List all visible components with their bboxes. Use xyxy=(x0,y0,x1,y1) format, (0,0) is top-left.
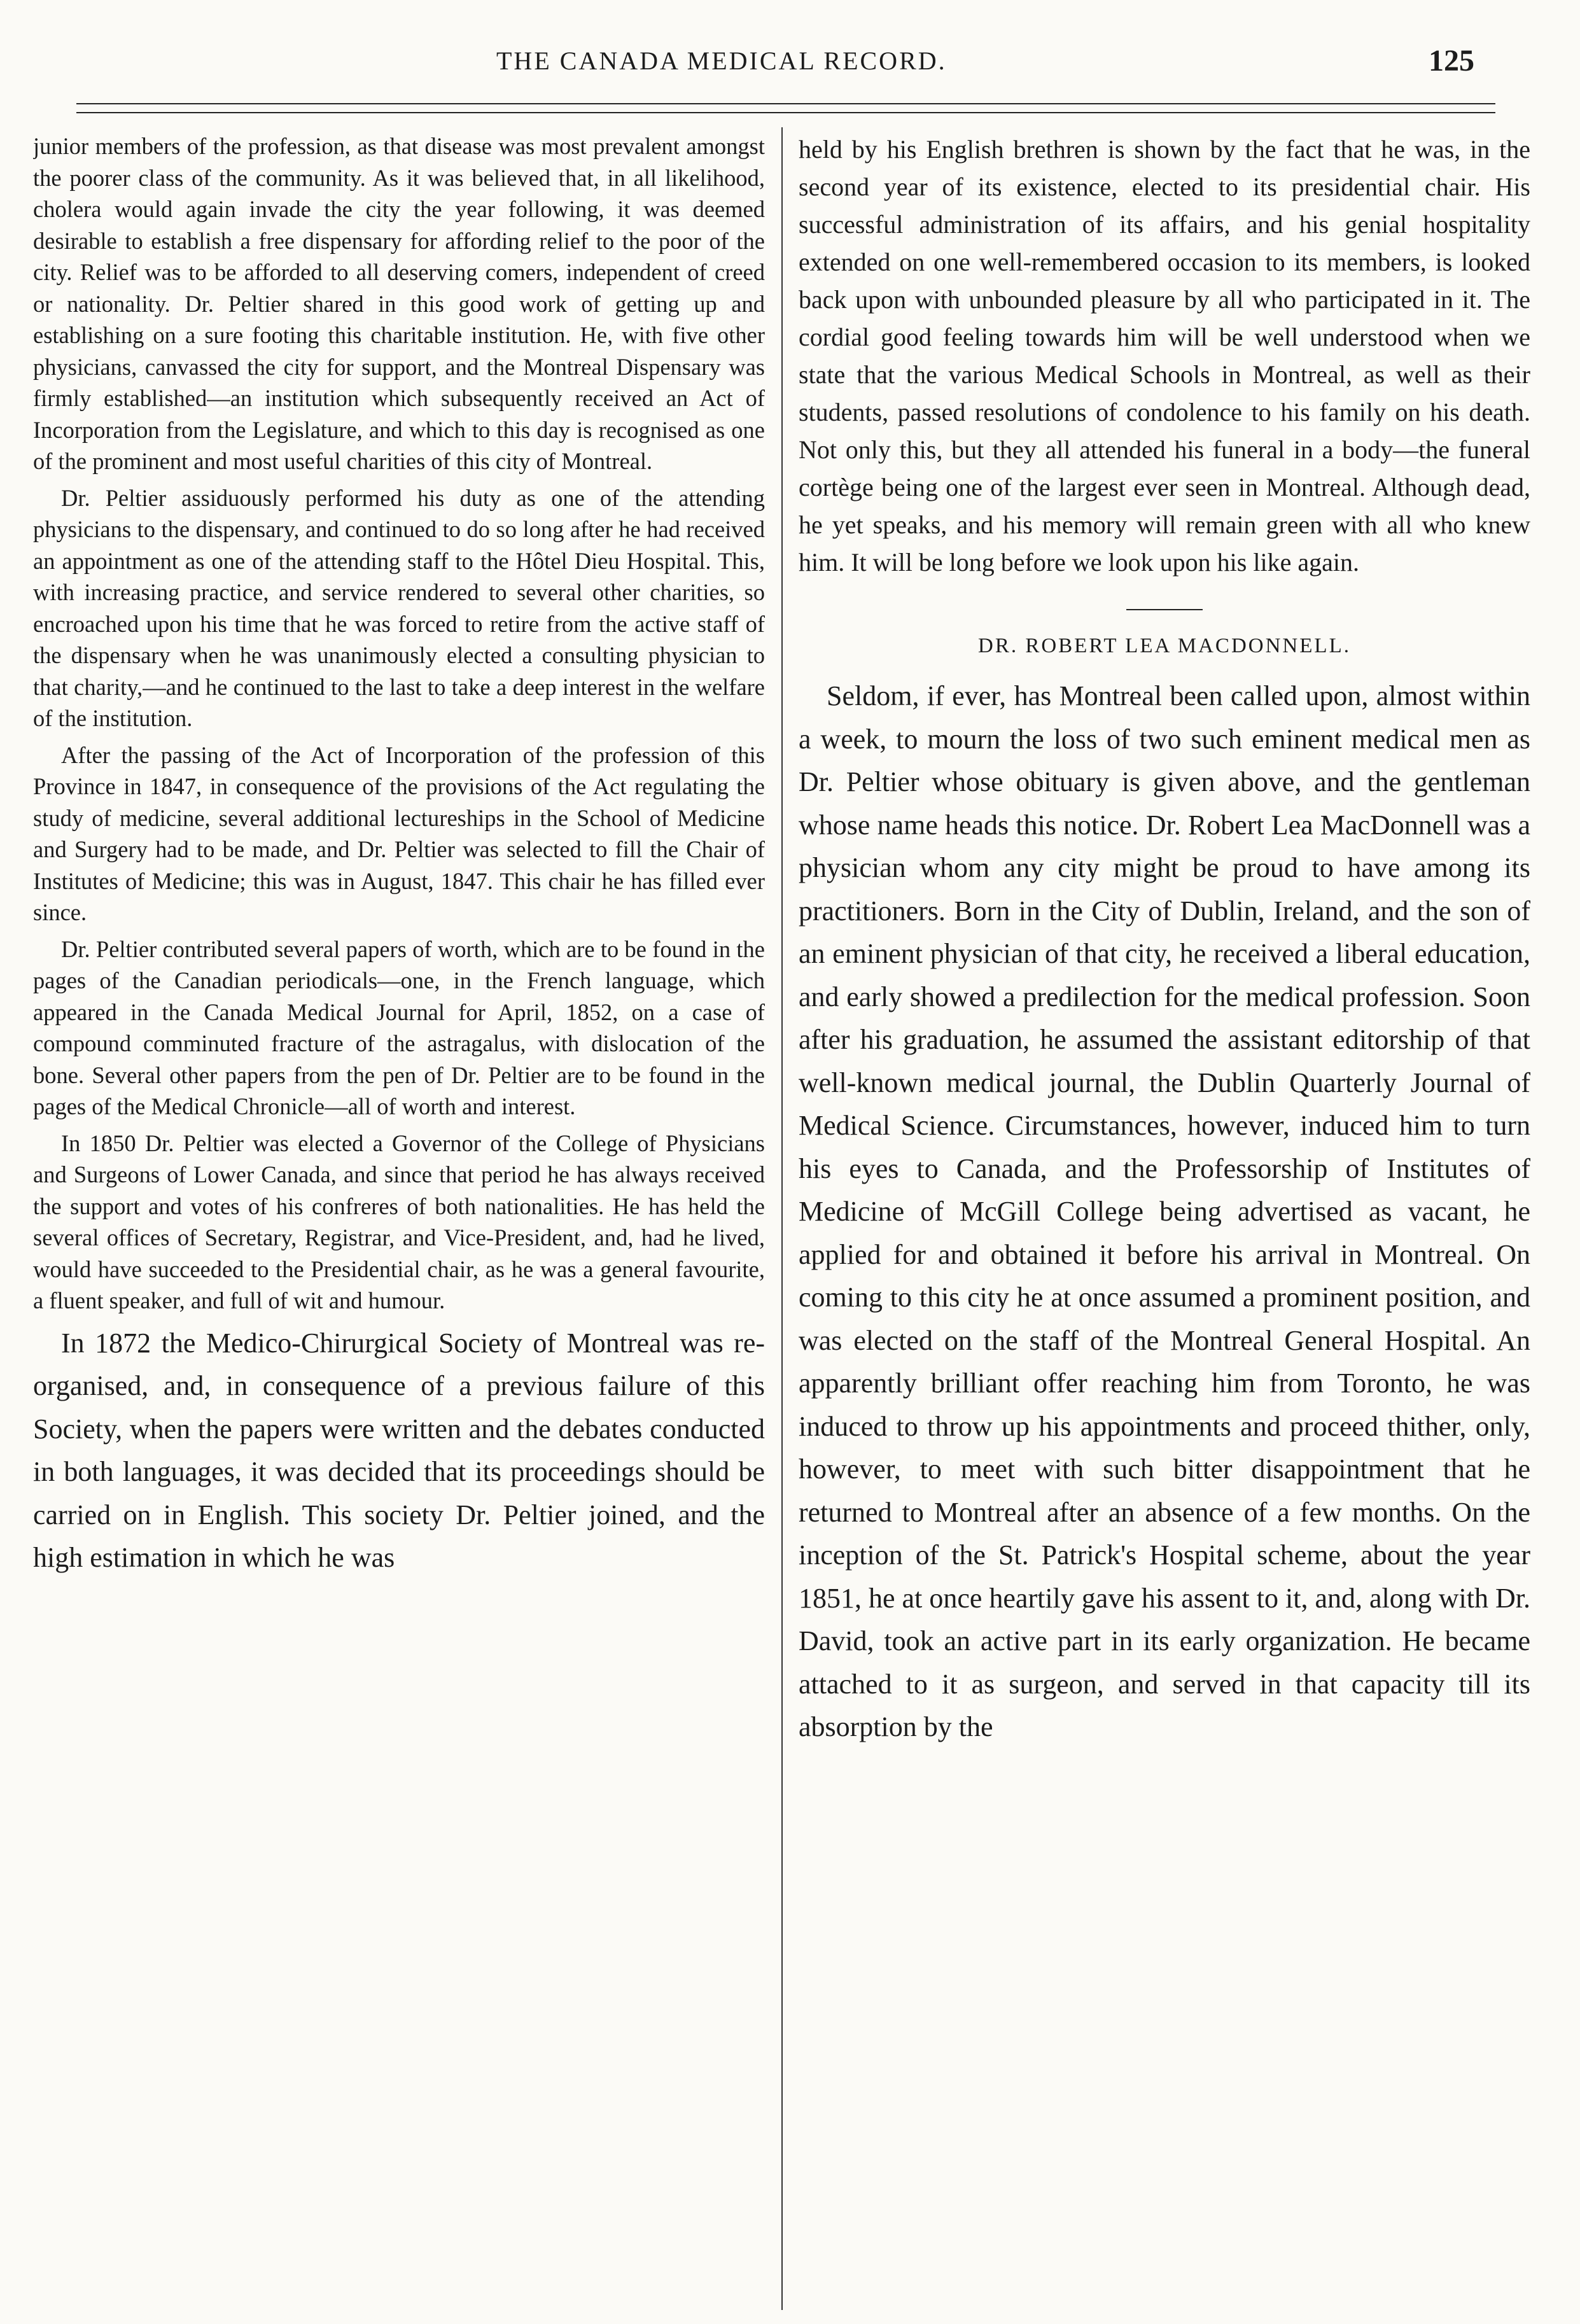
paragraph: Seldom, if ever, has Montreal been called upon, almost within a week, to mourn the loss of two such eminent medical men as Dr. Peltier whose obituary is given above, and the gentleman whose name heads this notice. Dr. Robert Lea MacDonnell was a physician whom any city might be proud to have among its practitioners. Born in the City of Dublin, Ireland, and the son of an eminent physician of that city, he received a liberal education, and early showed a predilection for the medical profession. Soon after his graduation, he assumed the assistant editorship of that well-known medical journal, the Dublin Quarterly Journal of Medical Science. Circumstances, however, induced him to turn his eyes to Canada, and the Professorship of Institutes of Medicine of McGill College being advertised as vacant, he applied for and obtained it before his arrival in Montreal. On coming to this city he at once assumed a prominent position, and was elected on the staff of the Montreal General Hospital. An apparently brilliant offer reaching him from Toronto, he was induced to throw up his appointments and proceed thither, only, however, to meet with such bitter disappointment that he returned to Montreal after an absence of a few months. On the inception of the St. Patrick's Hospital scheme, about the year 1851, he at once heartily gave his assent to it, and, along with Dr. David, took an active part in its early organization. He became attached to it as surgeon, and served in that capacity till its absorption by the xyxy=(799,680,1530,1742)
header-rule-bottom xyxy=(76,112,1495,113)
column-divider xyxy=(781,127,783,2310)
paragraph: After the passing of the Act of Incorporation of the profession of this Province in 1847, in consequence of the provisions of the Act regulating the study of medicine, several additional lectureships in the School of Medicine and Surgery had to be made, and Dr. Peltier was selected to fill the Chair of Institutes of Medicine; this was in August, 1847. This chair he has filled ever since. xyxy=(33,741,765,925)
paragraph: Dr. Peltier assiduously performed his duty as one of the attending physicians to the dispensary, and continued to do so long after he had received an appointment as one of the attending staff to the Hôtel Dieu Hospital. This, with increasing practice, and service rendered to several other charities, so encroached upon his time that he was forced to retire from the active staff of the dispensary when he was unanimously elected a consulting physician to that charity,—and he continued to the last to take a deep interest in the welfare of the institution. xyxy=(33,484,765,731)
right-column xyxy=(799,130,1530,2307)
paragraph: held by his English brethren is shown by the fact that he was, in the second year of its existence, elected to its presidential chair. His successful administration of its affairs, and his genial hospitality extended on one well-remembered occasion to its members, is looked back upon with unbounded pleasure by all who participated in it. The cordial good feeling towards him will be well understood when we state that the various Medical Schools in Montreal, as well as their students, passed resolutions of condolence to his family on his death. Not only this, but they all attended his funeral in a body—the funeral cortège being one of the largest ever seen in Montreal. Although dead, he yet speaks, and his memory will remain green with all who knew him. It will be long before we look upon his like again. xyxy=(799,135,1530,577)
section-heading: DR. ROBERT LEA MACDONNELL. xyxy=(977,634,1351,657)
page-number: 125 xyxy=(1429,44,1474,78)
paragraph: In 1872 the Medico-Chirurgical Society of Montreal was re-organised, and, in consequence of a previous failure of this Society, when the papers were written and the debates conducted in both languages, it was decided that its proceedings should be carried on in English. This society Dr. Peltier joined, and the high estimation in which he was xyxy=(33,1327,765,1573)
running-head-title: THE CANADA MEDICAL RECORD. xyxy=(496,46,947,75)
paragraph: In 1850 Dr. Peltier was elected a Governor of the College of Physicians and Surgeons of Lower Canada, and since that period he has always received the support and votes of his confreres of both nationalities. He has held the several offices of Secretary, Registrar, and Vice-President, and, had he lived, would have succeeded to the Presidential chair, as he was a general favourite, a fluent speaker, and full of wit and humour. xyxy=(33,1130,765,1313)
paragraph: Dr. Peltier contributed several papers of worth, which are to be found in the pages of the Canadian periodicals—one, in the French language, which appeared in the Canada Medical Journal for April, 1852, on a case of compound comminuted fracture of the astragalus, with dislocation of the bone. Several other papers from the pen of Dr. Peltier are to be found in the pages of the Medical Chronicle—all of worth and interest. xyxy=(33,935,765,1119)
left-column xyxy=(33,130,765,2307)
page-header xyxy=(0,0,1580,108)
paragraph: junior members of the profession, as that disease was most prevalent amongst the poorer class of the community. As it was believed that, in all likelihood, cholera would again invade the city the year following, it was deemed desirable to establish a free dispensary for affording relief to the poor of the city. Relief was to be afforded to all deserving comers, independent of creed or nationality. Dr. Peltier shared in this good work of getting up and establishing on a sure footing this charitable institution. He, with five other physicians, canvassed the city for support, and the Montreal Dispensary was firmly established—an institution which subsequently received an Act of Incorporation from the Legislature, and which to this day is recognised as one of the prominent and most useful charities of this city of Montreal. xyxy=(33,133,765,474)
header-rule-top xyxy=(76,103,1495,104)
section-separator xyxy=(1126,609,1203,610)
